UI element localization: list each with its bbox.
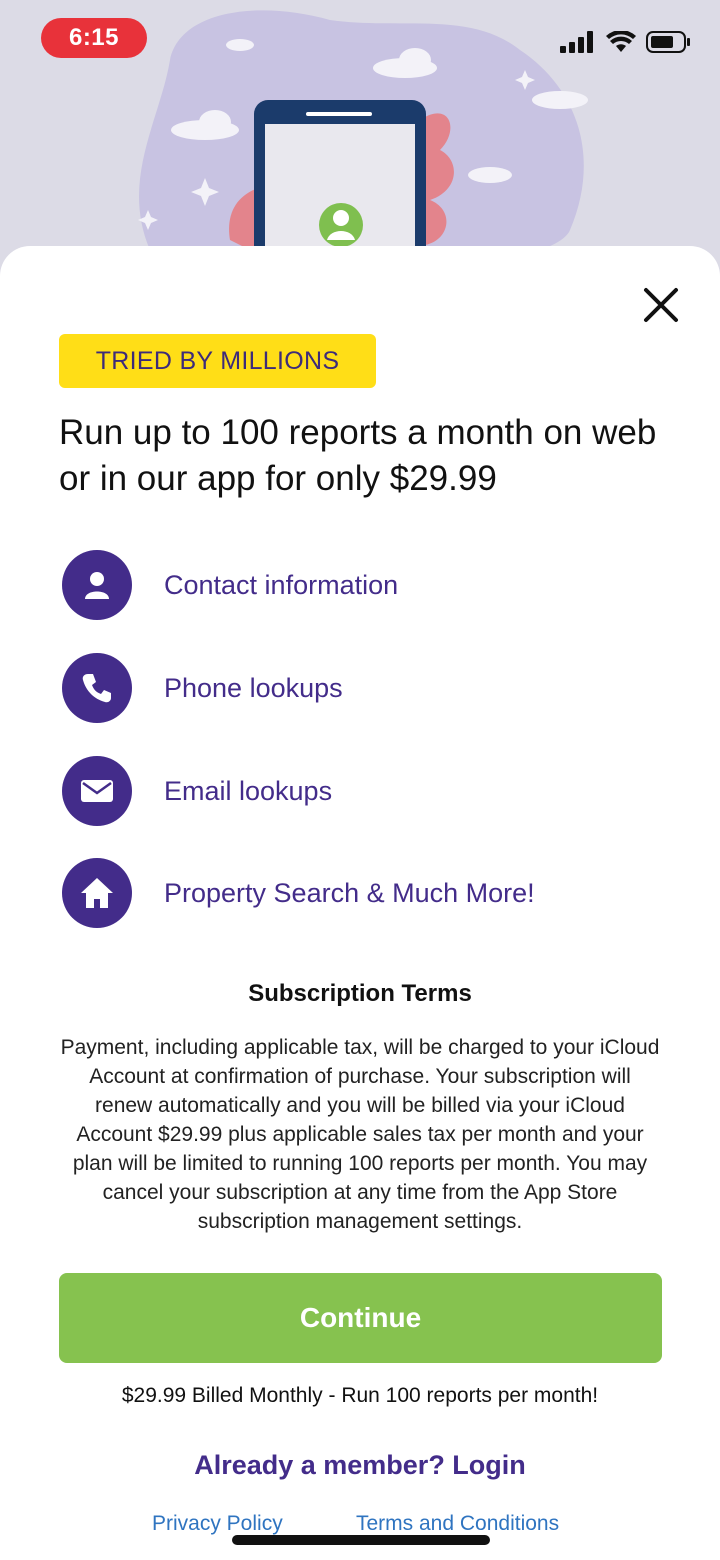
- feature-item-contact: [62, 550, 662, 620]
- subscription-terms-title: Subscription Terms: [248, 980, 472, 1007]
- login-link[interactable]: Already a member? Login: [194, 1450, 526, 1480]
- feature-label: Email lookups: [164, 775, 333, 806]
- feature-label: Phone lookups: [164, 672, 343, 703]
- phone-icon: [62, 653, 132, 723]
- close-icon: [643, 287, 679, 323]
- subscription-terms-body: Payment, including applicable tax, will be charged to your iCloud Account at confirmation of purchase. Your subscription will renew automatically and you will be billed via your iCloud Account $29.99 plus applicable sales tax per month and your plan will be limited to running 100 reports per month. You may cancel your subscription at any time from the App Store subscription management settings.: [60, 1036, 660, 1233]
- signal-bars-icon: [560, 31, 596, 53]
- terms-and-conditions-link[interactable]: Terms and Conditions: [356, 1512, 560, 1535]
- status-time: 6:15: [41, 18, 147, 58]
- home-indicator: [232, 1535, 490, 1545]
- battery-icon: [646, 30, 692, 54]
- continue-button[interactable]: Continue: [59, 1273, 662, 1363]
- feature-item-property: [62, 858, 662, 928]
- feature-item-phone: [62, 653, 662, 723]
- status-icons: [560, 30, 692, 54]
- feature-label: Contact information: [164, 569, 399, 600]
- feature-item-email: [62, 756, 662, 826]
- feature-label: Property Search & Much More!: [164, 877, 535, 908]
- close-button[interactable]: [636, 282, 686, 328]
- privacy-policy-link[interactable]: Privacy Policy: [152, 1512, 283, 1535]
- billing-note: $29.99 Billed Monthly - Run 100 reports per month!: [121, 1384, 599, 1407]
- house-icon: [62, 858, 132, 928]
- person-icon: [62, 550, 132, 620]
- wifi-icon: [606, 31, 636, 53]
- page-title: Run up to 100 reports a month on web or in our app for only $29.99: [59, 413, 657, 498]
- tried-by-millions-badge: TRIED BY MILLIONS: [59, 334, 376, 388]
- envelope-icon: [62, 756, 132, 826]
- status-bar: [0, 0, 720, 80]
